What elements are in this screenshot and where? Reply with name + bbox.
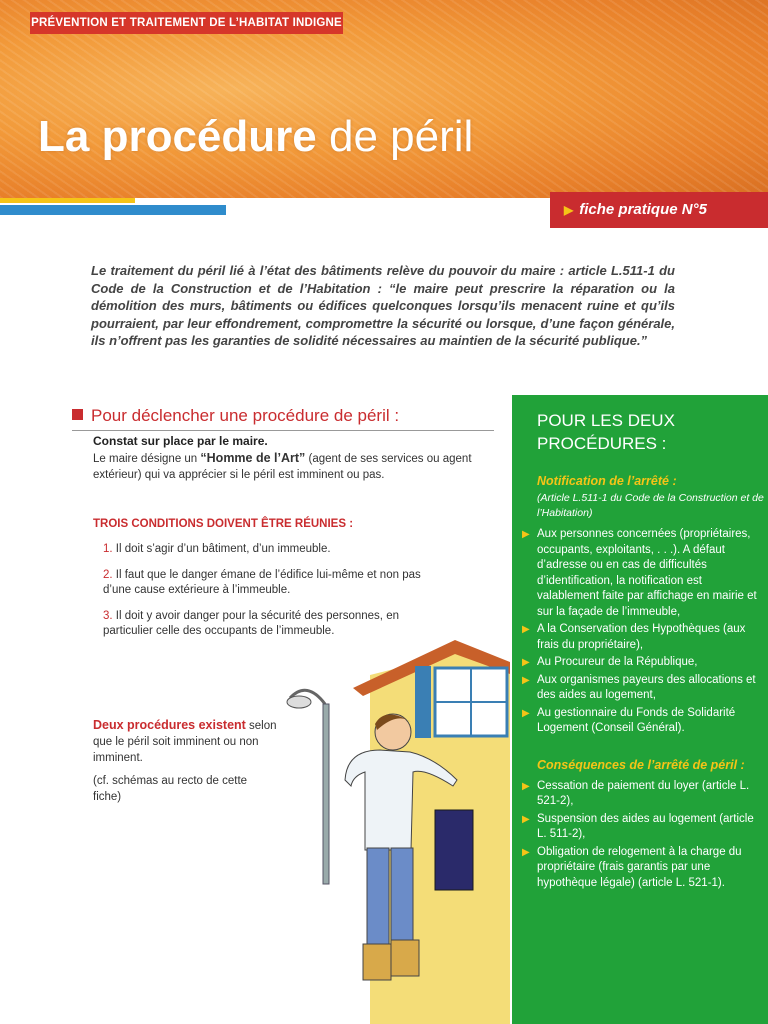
arrow-bullet-icon: ▶ [522,674,530,686]
notification-item-text: Au gestionnaire du Fonds de Solidarité Logement (Conseil Général). [537,706,736,734]
homme-de-lart: “Homme de l’Art” [200,451,306,465]
notification-item-text: A la Conservation des Hypothèques (aux frais du propriétaire), [537,623,746,651]
window-shutter [415,666,431,738]
deux-procedures-text [93,717,283,766]
square-bullet-icon [72,409,83,420]
accent-bar-blue [0,205,226,215]
designe-post: (agent de ses services ou agent extérieur) qui va apprécier si le péril est imminent ou pas. [93,453,472,481]
notification-item [522,706,760,737]
conditions-list [103,542,443,650]
condition-number: 1. [103,543,113,555]
condition-number: 2. [103,568,113,581]
condition-number: 3. [103,609,113,622]
consequence-item-text: Suspension des aides au logement (article L. 511-2), [537,812,754,840]
notification-item-text: Aux personnes concernées (propriétaires, occupants, exploitants, . . .). A défaut d’adresse ou en cas de difficultés d’identification, la notification est valablement faite par affichage en mairie et sur la façade de l’immeuble, [537,528,757,618]
notification-item [522,622,760,653]
conditions-heading: TROIS CONDITIONS DOIVENT ÊTRE RÉUNIES : [93,518,354,530]
streetlamp-head [287,696,311,708]
play-arrow-icon: ▶ [564,203,574,217]
condition-text: Il doit y avoir danger pour la sécurité des personnes, en particulier celle des occupants de l’immeuble. [103,609,399,637]
arrow-bullet-icon: ▶ [522,780,530,792]
arrow-bullet-icon: ▶ [522,657,530,668]
notification-heading: Notification de l’arrêté : [537,474,677,488]
consequence-item [522,845,760,892]
notification-item [522,655,760,671]
section-heading-text: Pour déclencher une procédure de péril : [91,406,400,425]
notification-item-text: Au Procureur de la République, [537,656,698,668]
house-door [435,810,473,890]
cf-note: (cf. schémas au recto de cette fiche) [93,775,248,803]
condition-item [103,609,443,640]
designe-text [93,450,493,483]
constat-text: Constat sur place par le maire. [93,434,268,448]
section-heading [72,406,494,431]
consequences-list [522,779,760,892]
notification-list [522,527,760,737]
fiche-label: fiche pratique N°5 [579,201,707,218]
notification-item [522,527,760,620]
consequence-item [522,779,760,810]
page-title [38,112,473,162]
condition-item [103,568,443,599]
designe-pre: Le maire désigne un [93,453,201,465]
consequence-item [522,812,760,843]
arrow-bullet-icon: ▶ [522,624,530,635]
arrow-bullet-icon: ▶ [522,813,530,825]
arrow-bullet-icon: ▶ [522,707,530,719]
accent-bar-yellow [0,198,135,203]
condition-text: Il doit s’agir d’un bâtiment, d’un immeuble. [115,543,331,555]
fiche-badge [550,192,768,228]
illustration-man-house [285,640,510,1024]
condition-text: Il faut que le danger émane de l’édifice lui-même et non pas d’une cause extérieure à l’immeuble. [103,568,421,596]
panel-heading: POUR LES DEUX PROCÉDURES : [537,411,675,453]
info-panel [512,395,768,1024]
intro-paragraph: Le traitement du péril lié à l’état des bâtiments relève du pouvoir du maire : article L.511-1 du Code de la Construction et de l’Habitation : “le maire peut prescrire la réparation ou la démolition des murs, bâtiments ou édifices quelconques lorsqu’ils menacent ruine et qu’ils pourraient, par leur effondrement, compromettre la sécurité ou lorsque, d’une façon générale, ils n’offrent pas les garanties de solidité nécessaires au maintien de la sécurité publique.” [91,263,675,348]
consequence-item-text: Obligation de relogement à la charge du propriétaire (frais garantis par une hypothèque légale) (article L. 521-1). [537,845,742,889]
consequences-heading: Conséquences de l’arrêté de péril : [537,757,745,772]
notification-reference: (Article L.511-1 du Code de la Construction et de l’Habitation) [537,492,764,519]
man-boot [363,944,391,980]
condition-item [103,542,443,558]
title-rest: de péril [328,112,474,161]
title-bold: La procédure [38,112,317,161]
arrow-bullet-icon: ▶ [522,529,530,540]
series-label: PRÉVENTION ET TRAITEMENT DE L’HABITAT INDIGNE [30,12,343,34]
header-banner [0,0,768,198]
notification-item [522,673,760,704]
notification-item-text: Aux organismes payeurs des allocations et des aides au logement, [537,673,756,701]
deux-procedures-lead: Deux procédures existent [93,718,246,732]
man-leg [367,848,389,944]
consequence-item-text: Cessation de paiement du loyer (article L. 521-2), [537,779,750,807]
deux-procedures-rest: selon que le péril soit imminent ou non imminent. [93,720,277,764]
streetlamp-pole [323,704,329,884]
arrow-bullet-icon: ▶ [522,846,530,858]
